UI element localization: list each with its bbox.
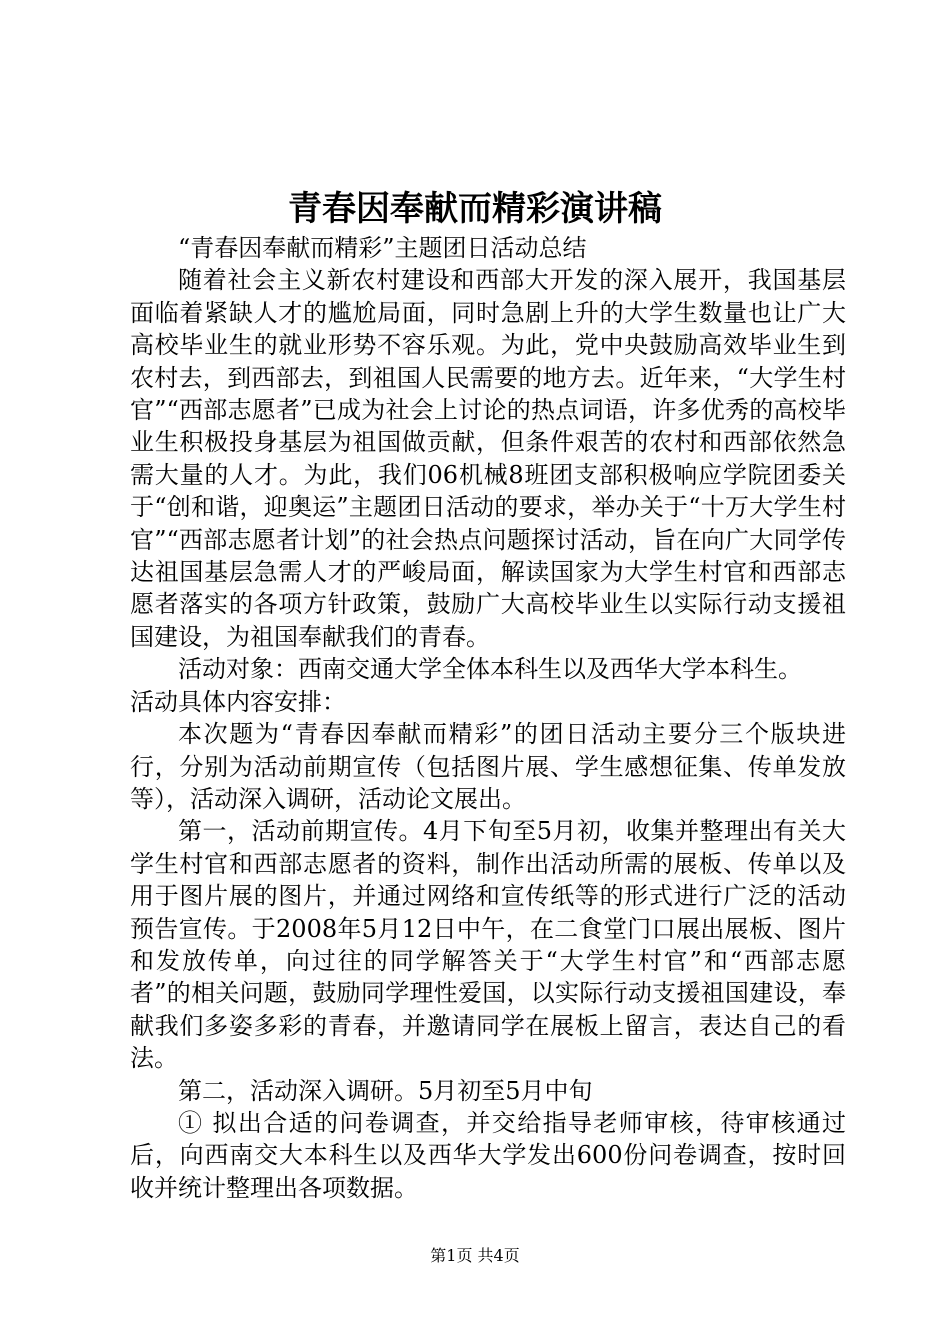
page-title: 青春因奉献而精彩演讲稿 bbox=[288, 189, 662, 229]
page-number-footer: 第1页 共4页 bbox=[430, 1246, 520, 1265]
paragraph-background: 随着社会主义新农村建设和西部大开发的深入展开，我国基层面临着紧缺人才的尴尬局面，同时急剧上升的大学生数量也让广大高校毕业生的就业形势不容乐观。为此，党中央鼓励高效毕业生到农村去，到西部去，到祖国人民需要的地方去。近年来，“大学生村官”“西部志愿者”已成为社会上讨论的热点词语，许多优秀的高校毕业生积极投身基层为祖国做贡献，但条件艰苦的农村和西部依然急需大量的人才。为此，我们06机械8班团支部积极响应学院团委关于“创和谐，迎奥运”主题团日活动的要求，举办关于“十万大学生村官”“西部志愿者计划”的社会热点问题探讨活动，旨在向广大同学传达祖国基层急需人才的严峻局面，解读国家为大学生村官和西部志愿者落实的各项方针政策，鼓励广大高校毕业生以实际行动支援祖国建设，为祖国奉献我们的青春。 bbox=[130, 266, 846, 651]
document-body bbox=[130, 232, 846, 1204]
paragraph-target: 活动对象：西南交通大学全体本科生以及西华大学本科生。 bbox=[178, 655, 802, 684]
paragraph-overview: 本次题为“青春因奉献而精彩”的团日活动主要分三个版块进行，分别为活动前期宣传（包括图片展、学生感想征集、传单发放等），活动深入调研，活动论文展出。 bbox=[130, 720, 846, 813]
paragraph-phase-one: 第一，活动前期宣传。4月下旬至5月初，收集并整理出有关大学生村官和西部志愿者的资料，制作出活动所需的展板、传单以及用于图片展的图片，并通过网络和宣传纸等的形式进行广泛的活动预告宣传。于2008年5月12日中午，在二食堂门口展出展板、图片和发放传单，向过往的同学解答关于“大学生村官”和“西部志愿者”的相关问题，鼓励同学理性爱国，以实际行动支援祖国建设，奉献我们多姿多彩的青春，并邀请同学在展板上留言，表达自己的看法。 bbox=[130, 817, 846, 1073]
paragraph-content-heading: 活动具体内容安排： bbox=[130, 687, 346, 716]
paragraph-phase-two: 第二，活动深入调研。5月初至5月中旬 bbox=[178, 1076, 593, 1105]
paragraph-subtitle: “青春因奉献而精彩”主题团日活动总结 bbox=[178, 234, 587, 262]
paragraph-survey: ① 拟出合适的问卷调查，并交给指导老师审核，待审核通过后，向西南交大本科生以及西华大学发出600份问卷调查，按时回收并统计整理出各项数据。 bbox=[130, 1108, 846, 1202]
